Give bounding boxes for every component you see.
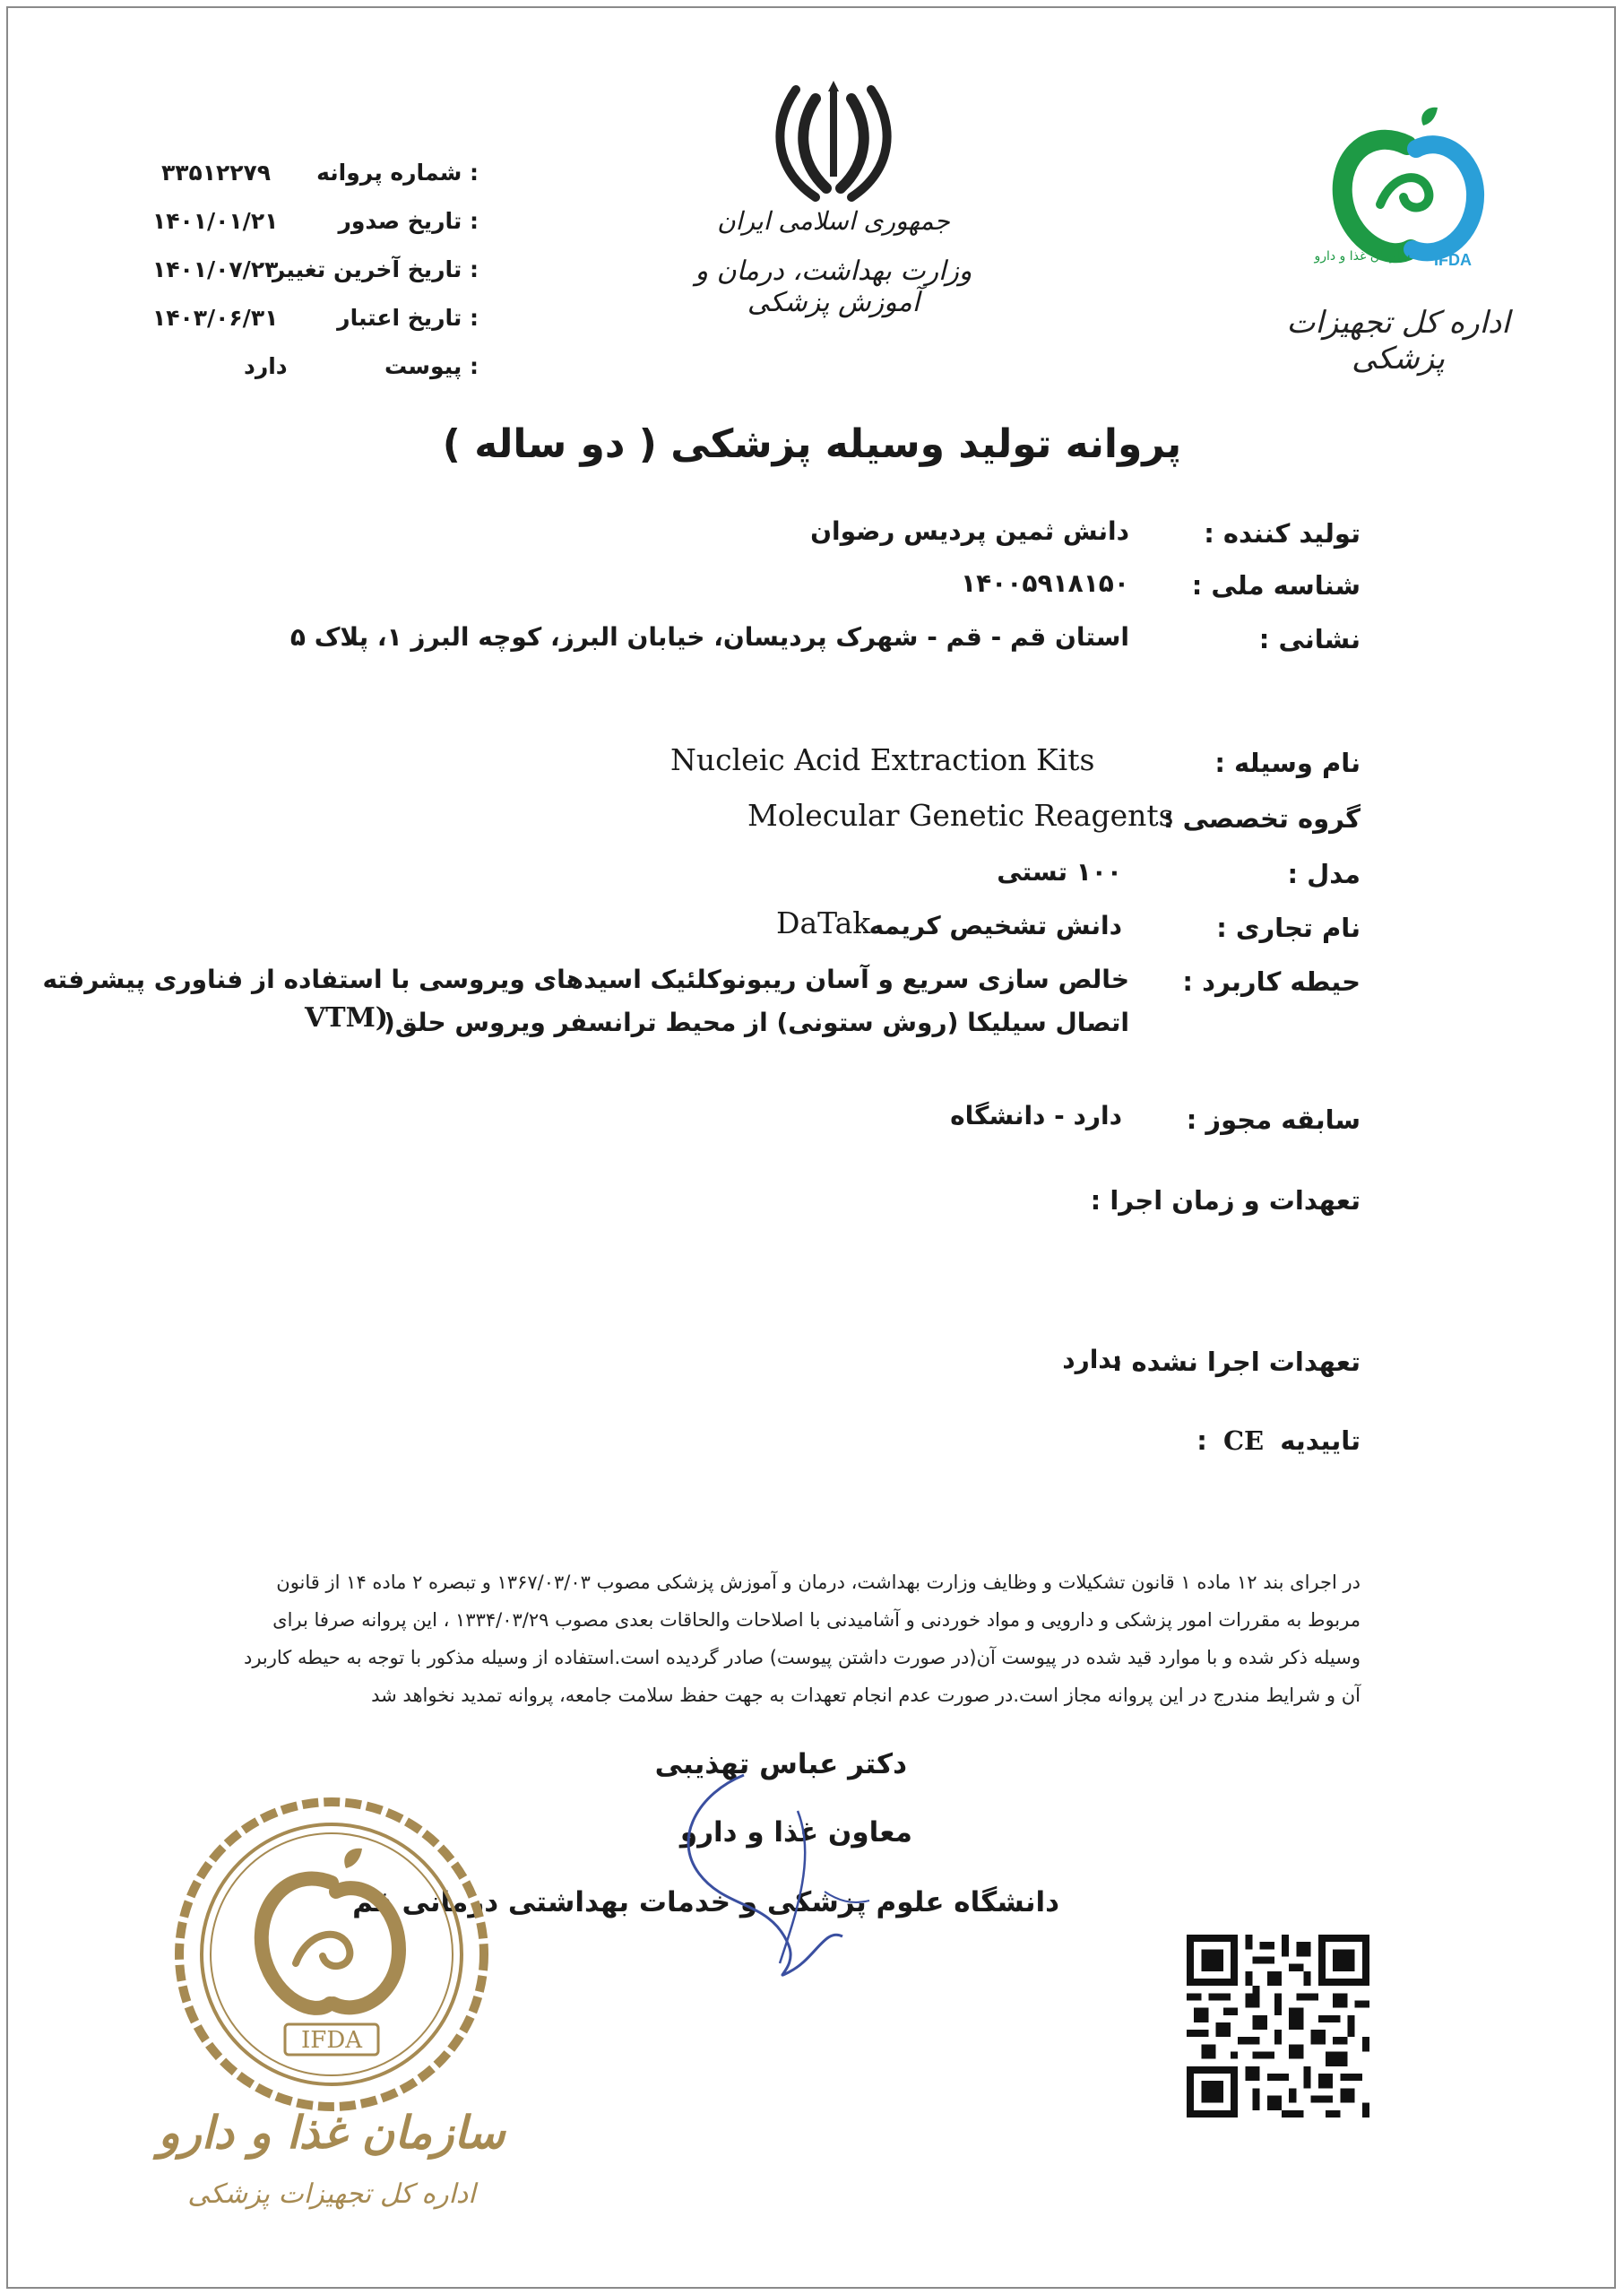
meta-last-change-date: تاریخ آخرین تغییر : ۱۴۰۱/۰۷/۲۳ (152, 256, 479, 282)
signer-organization: دانشگاه علوم پزشکی و خدمات بهداشتی درمانی قم (352, 1886, 1059, 1918)
address-label: نشانی : (1258, 624, 1361, 654)
document-title: پروانه تولید وسیله پزشکی ( دو ساله ) (442, 421, 1182, 467)
national-id-label: شناسه ملی : (1191, 570, 1361, 601)
ifda-gold-seal-icon (170, 1793, 493, 2116)
manufacturer-value: دانش ثمین پردیس رضوان (810, 516, 1129, 546)
usage-scope-line-2-en: VTM) (305, 1002, 389, 1034)
legal-line: آن و شرایط مندرج در این پروانه مجاز است.در صورت عدم انجام تعهدات به جهت حفظ سلامت جامعه، پروانه تمدید نخواهد شد (371, 1684, 1361, 1706)
iran-emblem-icon (762, 72, 905, 206)
ifda-logo-abbr: IFDA (1434, 251, 1472, 269)
meta-issue-date: تاریخ صدور : ۱۴۰۱/۰۱/۲۱ (152, 208, 479, 234)
ifda-logo-small-text: سازمان غذا و دارو (1314, 249, 1411, 264)
emblem-ministry-text: وزارت بهداشت، درمان و آموزش پزشکی (695, 255, 972, 318)
usage-scope-line-2: اتصال سیلیکا (روش ستونی) از محیط ترانسفر ویروس حلق( (383, 1008, 1129, 1037)
trade-name-value-fa: دانش تشخیص کریمه (868, 911, 1122, 940)
seal-abbr: IFDA (301, 2027, 362, 2054)
meta-license-number: شماره پروانه : ۳۳۵۱۲۲۷۹ (161, 160, 479, 186)
ifda-org-caption: اداره کل تجهیزات پزشکی (1286, 305, 1510, 377)
specialty-group-label: گروه تخصصی : (1162, 803, 1361, 834)
national-emblem-block (663, 72, 1004, 323)
legal-line: مربوط به مقررات امور پزشکی و دارویی و مواد خوردنی و آشامیدنی با اصلاحات والحاقات بعدی مصوب ۱۳۳۴/۰۳/۲۹ ، این پروانه صرفا برای (272, 1609, 1361, 1631)
seal-org-name: سازمان غذا و دارو (158, 2107, 505, 2159)
seal-dept-name: اداره کل تجهیزات پزشکی (187, 2178, 476, 2210)
unfulfilled-commitments-label: تعهدات اجرا نشده : (1111, 1347, 1361, 1377)
usage-scope-line-1: خالص سازی سریع و آسان ریبونوکلئیک اسیدهای ویروسی با استفاده از فناوری پیشرفته (42, 965, 1129, 994)
meta-attachment: پیوست : دارد (244, 353, 479, 379)
qr-code-icon[interactable] (1187, 1935, 1369, 2117)
specialty-group-value: Molecular Genetic Reagents (747, 798, 1174, 833)
signer-name: دکتر عباس تهذیبی (654, 1748, 907, 1780)
handwritten-signature (663, 1757, 896, 1990)
trade-name-label: نام تجاری : (1216, 913, 1361, 943)
legal-line: وسیله ذکر شده و با موارد قید شده در پیوست آن(در صورت داشتن پیوست) صادر گردیده است.استفاده از وسیله مذکور با توجه به حیطه کاربرد (243, 1647, 1361, 1668)
ce-approval-label: : CE تاییدیه (1196, 1425, 1361, 1456)
address-value: استان قم - قم - شهرک پردیسان، خیابان البرز، کوچه البرز ۱، پلاک ۵ (289, 622, 1129, 652)
ifda-gold-seal (152, 1793, 511, 2241)
model-value: ۱۰۰ تستی (997, 857, 1122, 887)
ifda-logo-block (1286, 99, 1524, 377)
commitments-label: تعهدات و زمان اجرا : (1090, 1185, 1361, 1216)
meta-validity-date: تاریخ اعتبار : ۱۴۰۳/۰۶/۳۱ (152, 305, 479, 331)
emblem-country-text: جمهوری اسلامی ایران (717, 206, 950, 236)
signer-position: معاون غذا و دارو (679, 1816, 912, 1849)
model-label: مدل : (1287, 859, 1361, 889)
ce-approval-abbr: CE (1222, 1425, 1265, 1456)
license-history-value: دارد - دانشگاه (950, 1101, 1122, 1130)
national-id-value: ۱۴۰۰۵۹۱۸۱۵۰ (961, 568, 1129, 598)
legal-paragraph (160, 1563, 1361, 1714)
unfulfilled-commitments-value: ندارد (1062, 1345, 1122, 1374)
license-history-label: سابقه مجوز : (1186, 1104, 1361, 1135)
license-meta-block (143, 160, 484, 402)
usage-scope-label: حیطه کاربرد : (1182, 966, 1361, 997)
device-name-label: نام وسیله : (1214, 748, 1361, 778)
device-name-value: Nucleic Acid Extraction Kits (670, 742, 1095, 777)
trade-name-value-en: DaTak (776, 905, 871, 940)
legal-line: در اجرای بند ۱۲ ماده ۱ قانون تشکیلات و وظایف وزارت بهداشت، درمان و آموزش پزشکی مصوب ۱۳۶۷/۰۳/۰۳ و تبصره ۲ ماده ۱۴ از قانون (276, 1572, 1361, 1593)
manufacturer-label: تولید کننده : (1204, 518, 1361, 549)
